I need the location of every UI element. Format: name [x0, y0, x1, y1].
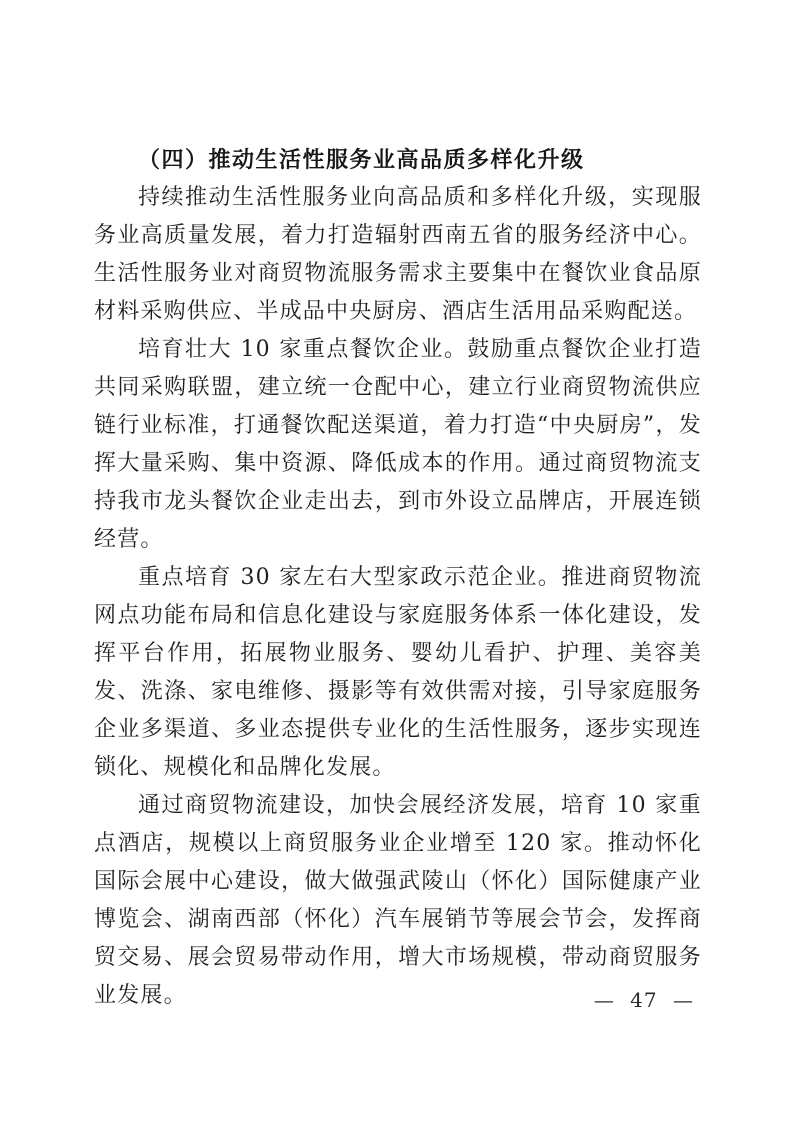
page-number: — 47 — — [593, 988, 694, 1012]
page-content — [94, 141, 702, 1015]
page-footer — [0, 985, 793, 1015]
body-paragraph-4: 通过商贸物流建设，加快会展经济发展，培育 10 家重点酒店，规模以上商贸服务业企业增至 120 家。推动怀化国际会展中心建设，做大做强武陵山（怀化）国际健康产业博览会、湖南西部（怀化）汽车展销节等展会节会，发挥商贸交易、展会贸易带动作用，增大市场规模，带动商贸服务业发展。 — [94, 793, 702, 1008]
body-paragraph-1: 持续推动生活性服务业向高品质和多样化升级，实现服务业高质量发展，着力打造辐射西南五省的服务经济中心。生活性服务业对商贸物流服务需求主要集中在餐饮业食品原材料采购供应、半成品中央厨房、酒店生活用品采购配送。 — [94, 185, 702, 324]
section-heading: （四）推动生活性服务业高品质多样化升级 — [138, 147, 585, 173]
body-paragraph-2: 培育壮大 10 家重点餐饮企业。鼓励重点餐饮企业打造共同采购联盟，建立统一仓配中心，建立行业商贸物流供应链行业标准，打通餐饮配送渠道，着力打造“中央厨房”，发挥大量采购、集中资源、降低成本的作用。通过商贸物流支持我市龙头餐饮企业走出去，到市外设立品牌店，开展连锁经营。 — [94, 337, 702, 552]
body-paragraph-3: 重点培育 30 家左右大型家政示范企业。推进商贸物流网点功能布局和信息化建设与家庭服务体系一体化建设，发挥平台作用，拓展物业服务、婴幼儿看护、护理、美容美发、洗涤、家电维修、摄影等有效供需对接，引导家庭服务企业多渠道、多业态提供专业化的生活性服务，逐步实现连锁化、规模化和品牌化发展。 — [94, 565, 702, 780]
